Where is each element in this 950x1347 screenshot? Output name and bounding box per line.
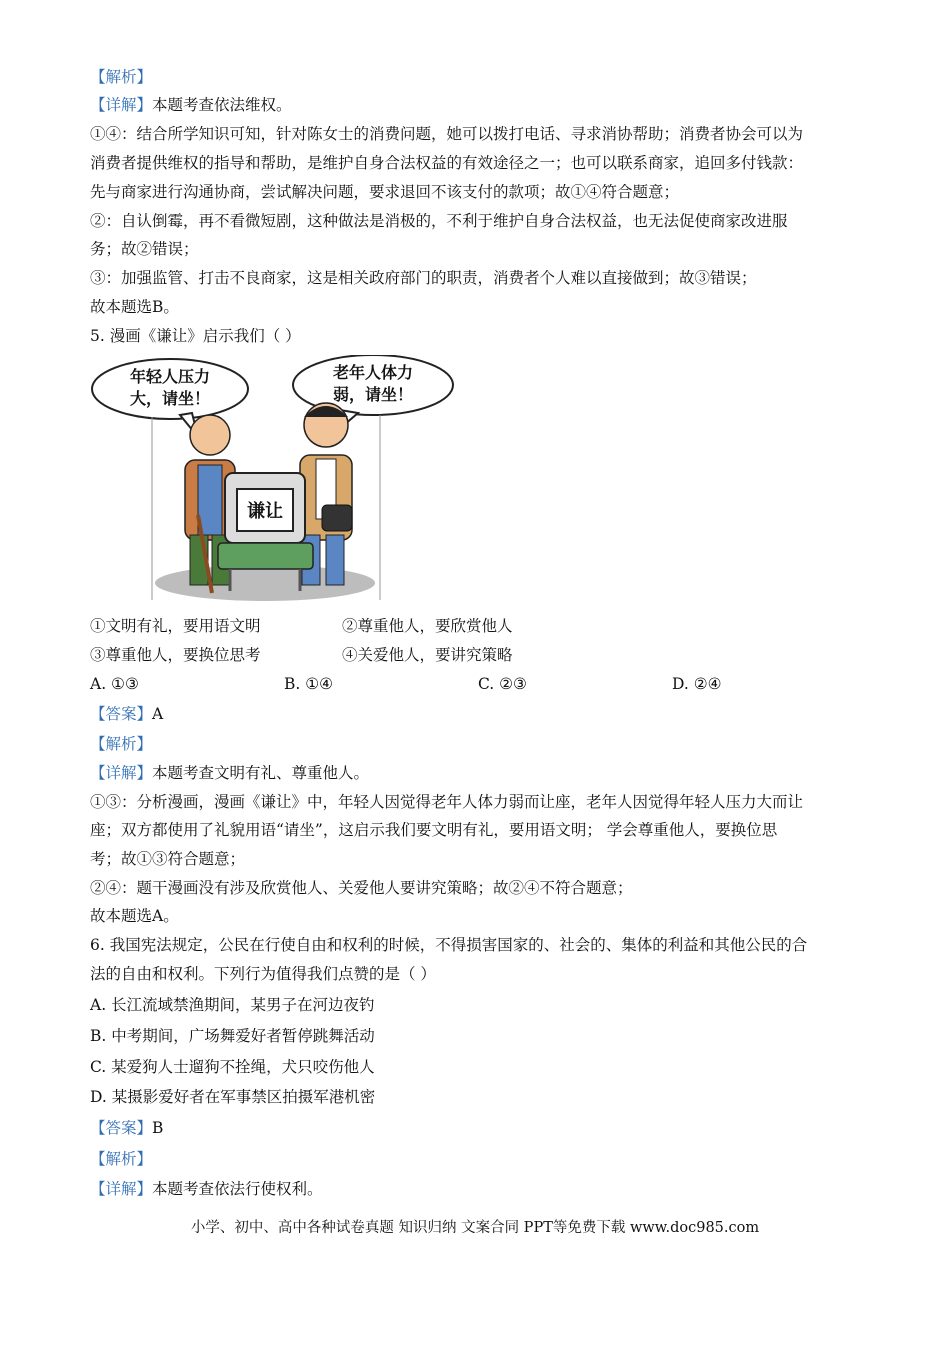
- detail-line: ①③：分析漫画，漫画《谦让》中，年轻人因觉得老年人体力弱而让座，老年人因觉得年轻人压力大而让: [90, 793, 804, 811]
- svg-text:谦让: 谦让: [247, 501, 283, 522]
- option-b: B. 中考期间，广场舞爱好者暂停跳舞活动: [90, 1027, 375, 1045]
- option-c: C. ②③: [478, 675, 527, 693]
- svg-text:弱，请坐！: 弱，请坐！: [332, 385, 414, 404]
- detail-line: 故本题选B。: [90, 298, 179, 316]
- option-a: A. ①③: [90, 675, 139, 693]
- question-6: 法的自由和权利。下列行为值得我们点赞的是（ ）: [90, 965, 436, 983]
- analysis-heading-q5: 【解析】: [90, 735, 153, 753]
- option-c: C. 某爱狗人士遛狗不拴绳，犬只咬伤他人: [90, 1058, 375, 1076]
- statement-3: ③尊重他人，要换位思考: [90, 646, 261, 664]
- statement-2: ②尊重他人，要欣赏他人: [342, 617, 513, 635]
- answer-q6: 【答案】B: [90, 1119, 164, 1137]
- detail-line: ①④：结合所学知识可知，针对陈女士的消费问题，她可以拨打电话、寻求消协帮助；消费者协会可以为: [90, 125, 804, 143]
- detail-line: 先与商家进行沟通协商，尝试解决问题，要求退回不该支付的款项；故①④符合题意；: [90, 183, 680, 201]
- detail-line: 座；双方都使用了礼貌用语“请坐”，这启示我们要文明有礼，要用语文明； 学会尊重他人，要换位思: [90, 821, 778, 839]
- detail-line: ③：加强监管、打击不良商家，这是相关政府部门的职责，消费者个人难以直接做到；故③错误；: [90, 269, 757, 287]
- option-d: D. ②④: [672, 675, 722, 693]
- analysis-heading-q6: 【解析】: [90, 1150, 153, 1168]
- statement-1: ①文明有礼，要用语文明: [90, 617, 261, 635]
- question-6: 6. 我国宪法规定，公民在行使自由和权利的时候，不得损害国家的、社会的、集体的利益和其他公民的合: [90, 936, 808, 954]
- option-a: A. 长江流域禁渔期间，某男子在河边夜钓: [90, 996, 375, 1014]
- detail-line: 【详解】本题考查文明有礼、尊重他人。: [90, 764, 370, 782]
- option-b: B. ①④: [284, 675, 334, 693]
- detail-line: ②：自认倒霉，再不看微短剧，这种做法是消极的，不利于维护自身合法权益，也无法促使商家改进服: [90, 212, 788, 230]
- question-5: 5. 漫画《谦让》启示我们（ ）: [90, 327, 301, 345]
- answer-q5: 【答案】A: [90, 705, 164, 723]
- cartoon-illustration: [90, 355, 460, 603]
- detail-line: 故本题选A。: [90, 907, 179, 925]
- statement-4: ④关爱他人，要讲究策略: [342, 646, 513, 664]
- svg-text:老年人体力: 老年人体力: [332, 363, 414, 382]
- page-footer: 小学、初中、高中各种试卷真题 知识归纳 文案合同 PPT等免费下载 www.doc985.com: [190, 1220, 760, 1236]
- detail-line: 消费者提供维权的指导和帮助，是维护自身合法权益的有效途径之一；也可以联系商家，追回多付钱款：: [90, 154, 804, 172]
- detail-line: ②④：题干漫画没有涉及欣赏他人、关爱他人要讲究策略；故②④不符合题意；: [90, 879, 633, 897]
- option-d: D. 某摄影爱好者在军事禁区拍摄军港机密: [90, 1088, 376, 1106]
- detail-line: 务；故②错误；: [90, 240, 199, 258]
- svg-text:年轻人压力: 年轻人压力: [129, 367, 211, 386]
- detail-line: 考；故①③符合题意；: [90, 850, 246, 868]
- detail-line: 【详解】本题考查依法维权。: [90, 96, 292, 114]
- analysis-heading-q4: 【解析】: [90, 68, 153, 86]
- detail-line: 【详解】本题考查依法行使权利。: [90, 1180, 323, 1198]
- svg-text:大，请坐！: 大，请坐！: [129, 389, 211, 408]
